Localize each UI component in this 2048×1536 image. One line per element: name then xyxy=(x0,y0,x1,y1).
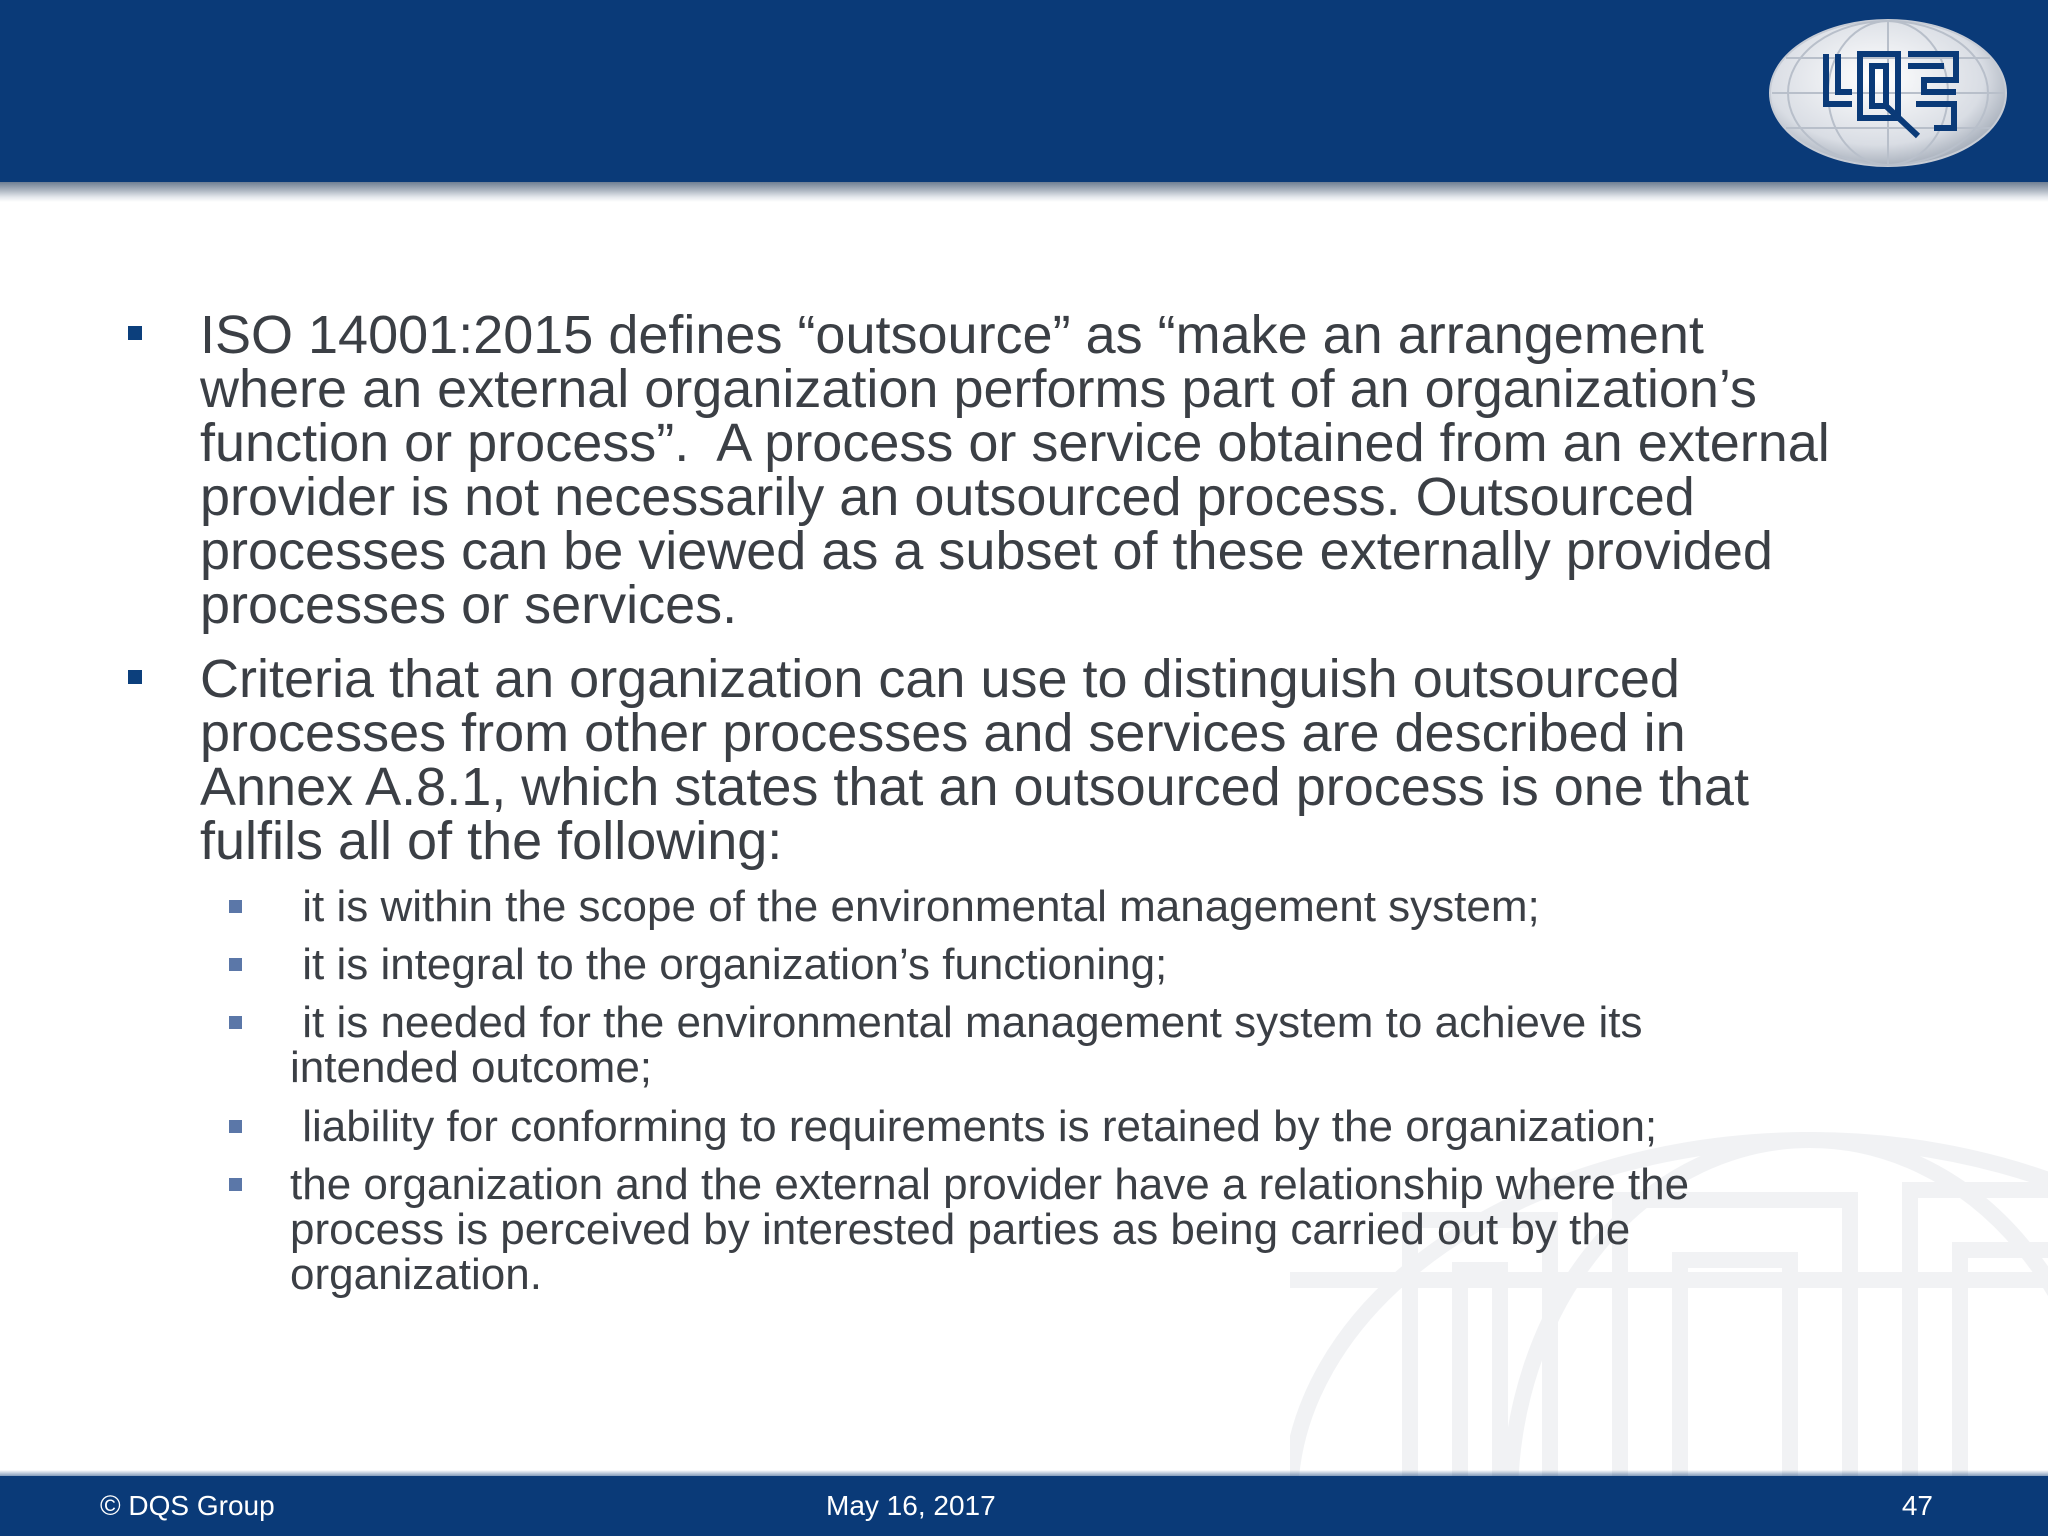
text-line: it is integral to the organization’s functioning; xyxy=(290,940,1168,989)
text-line: processes from other processes and services are described in xyxy=(200,703,1686,763)
square-bullet-icon xyxy=(229,1016,242,1029)
text-line: Annex A.8.1, which states that an outsourced process is one that xyxy=(200,757,1749,817)
text-line: fulfils all of the following: xyxy=(200,811,783,871)
text-line: provider is not necessarily an outsourced process. Outsourced xyxy=(200,467,1695,527)
text-line: processes can be viewed as a subset of these externally provided xyxy=(200,521,1773,581)
text-line: liability for conforming to requirements is retained by the organization; xyxy=(290,1102,1658,1151)
footer-page-number: 47 xyxy=(1901,1490,1933,1521)
text-line: processes or services. xyxy=(200,575,738,635)
text-line: process is perceived by interested parties as being carried out by the xyxy=(290,1205,1631,1254)
text-line: function or process”. A process or service obtained from an external xyxy=(200,413,1830,473)
square-bullet-icon xyxy=(229,958,242,971)
sub-bullet-needed xyxy=(290,1000,1930,1090)
text-line: the organization and the external provider have a relationship where the xyxy=(290,1160,1690,1209)
sub-bullet-integral xyxy=(290,942,1930,987)
sub-bullet-liability xyxy=(290,1104,1930,1149)
text-line: it is within the scope of the environmental management system; xyxy=(290,882,1540,931)
square-bullet-icon xyxy=(229,900,242,913)
text-line: it is needed for the environmental management system to achieve its xyxy=(290,998,1643,1047)
sub-bullet-relationship xyxy=(290,1162,1930,1297)
square-bullet-icon xyxy=(128,326,142,340)
main-bullet-criteria xyxy=(200,649,1940,871)
text-line: ISO 14001:2015 defines “outsource” as “make an arrangement xyxy=(200,305,1704,365)
main-bullet-outsource-definition xyxy=(200,305,1940,635)
text-line: intended outcome; xyxy=(290,1043,653,1092)
sub-bullet-scope xyxy=(290,884,1930,929)
footer-copyright: © DQS Group xyxy=(100,1490,275,1521)
square-bullet-icon xyxy=(229,1120,242,1133)
square-bullet-icon xyxy=(229,1178,242,1191)
square-bullet-icon xyxy=(128,670,142,684)
footer-bar xyxy=(0,1476,2048,1536)
text-line: where an external organization performs part of an organization’s xyxy=(200,359,1757,419)
text-line: Criteria that an organization can use to distinguish outsourced xyxy=(200,649,1680,709)
text-line: organization. xyxy=(290,1250,542,1299)
footer-date: May 16, 2017 xyxy=(826,1490,996,1521)
